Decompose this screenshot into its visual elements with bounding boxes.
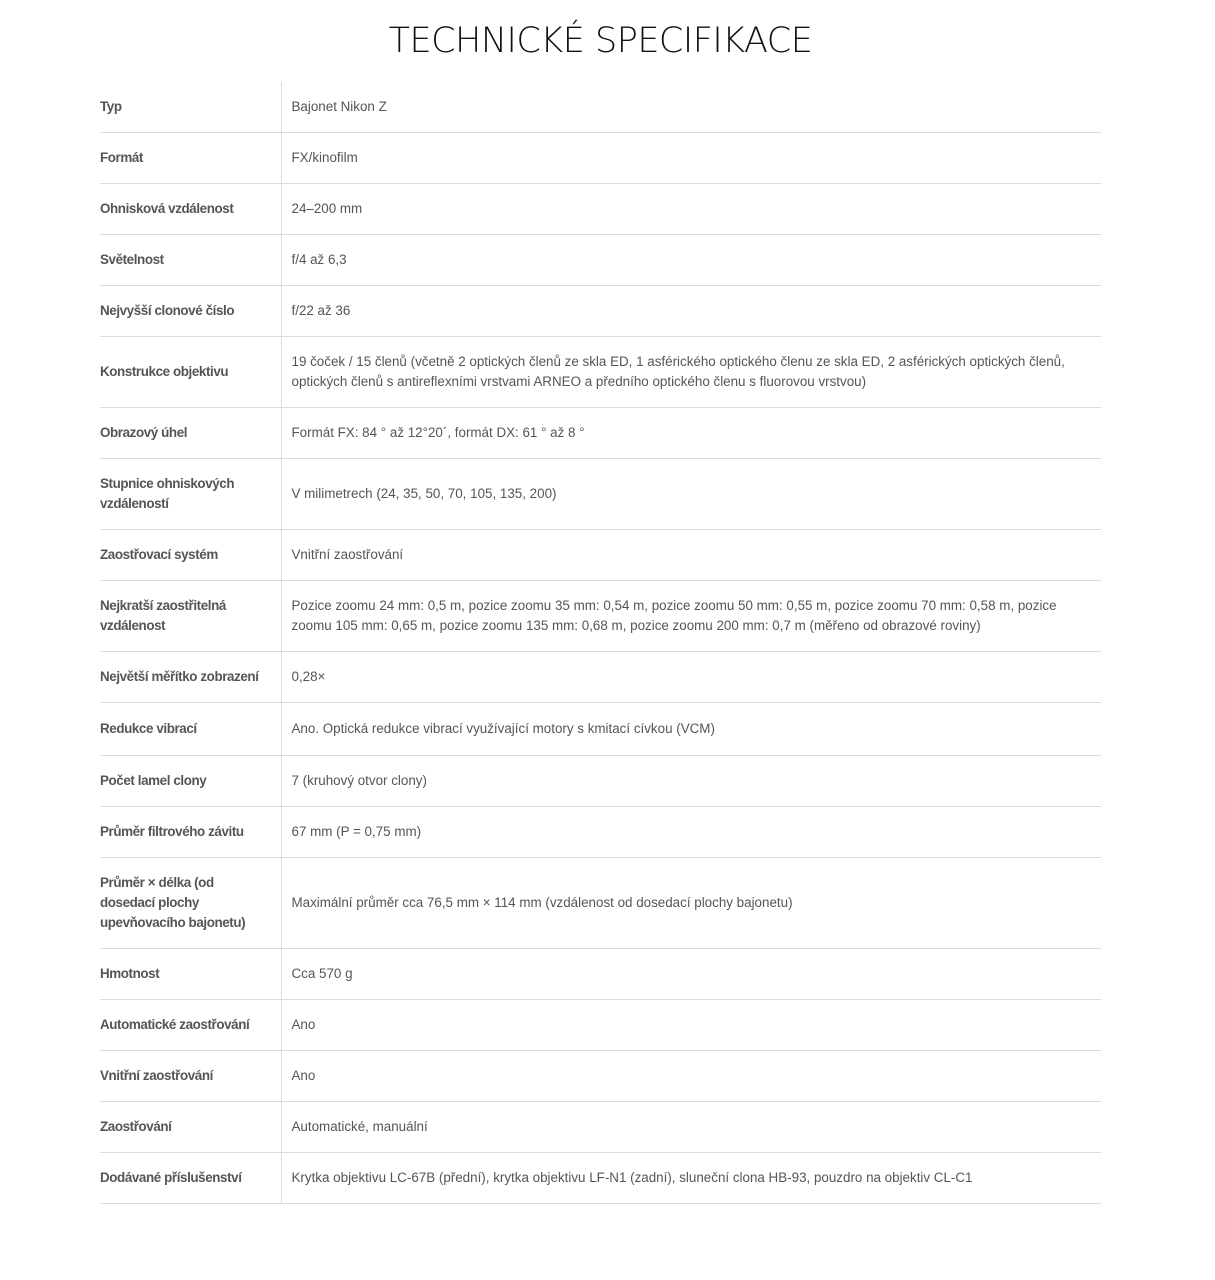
spec-value: Vnitřní zaostřování bbox=[281, 529, 1101, 580]
spec-value: Automatické, manuální bbox=[281, 1101, 1101, 1152]
spec-row-filter-thread bbox=[100, 806, 1101, 857]
spec-row-focal-length bbox=[100, 183, 1101, 234]
spec-row-max-reproduction-ratio bbox=[100, 651, 1101, 702]
spec-value: f/22 až 36 bbox=[281, 285, 1101, 336]
spec-row-angle-of-view bbox=[100, 407, 1101, 458]
spec-value: f/4 až 6,3 bbox=[281, 234, 1101, 285]
spec-label: Hmotnost bbox=[100, 965, 160, 981]
page-title: TECHNICKÉ SPECIFIKACE bbox=[388, 21, 813, 61]
spec-row-lens-construction bbox=[100, 336, 1101, 407]
spec-label: Typ bbox=[100, 98, 122, 114]
spec-label: Stupnice ohniskových vzdáleností bbox=[100, 475, 235, 511]
spec-row-typ bbox=[100, 82, 1101, 132]
spec-row-accessories bbox=[100, 1152, 1101, 1203]
spec-value: 67 mm (P = 0,75 mm) bbox=[281, 806, 1101, 857]
spec-label: Zaostřovací systém bbox=[100, 546, 218, 562]
spec-label: Největší měřítko zobrazení bbox=[100, 668, 259, 684]
spec-value: Formát FX: 84 ° až 12°20´, formát DX: 61 ° až 8 ° bbox=[281, 407, 1101, 458]
spec-row-aperture bbox=[100, 234, 1101, 285]
spec-row-dimensions bbox=[100, 857, 1101, 948]
spec-label: Průměr × délka (od dosedací plochy upevňovacího bajonetu) bbox=[100, 874, 246, 930]
spec-label: Ohnisková vzdálenost bbox=[100, 200, 234, 216]
spec-row-focusing bbox=[100, 1101, 1101, 1152]
spec-value: Pozice zoomu 24 mm: 0,5 m, pozice zoomu 35 mm: 0,54 m, pozice zoomu 50 mm: 0,55 m, pozice zoomu 70 mm: 0,58 m, pozice zoomu 105 mm: 0,65 m, pozice zoomu 135 mm: 0,68 m, pozice zoomu 200 mm: 0,7 m (měřeno od obrazové roviny) bbox=[281, 580, 1101, 651]
spec-label: Redukce vibrací bbox=[100, 720, 197, 736]
spec-row-autofocus bbox=[100, 999, 1101, 1050]
spec-value: 24–200 mm bbox=[281, 183, 1101, 234]
spec-value: Krytka objektivu LC-67B (přední), krytka objektivu LF-N1 (zadní), sluneční clona HB-93, pouzdro na objektiv CL-C1 bbox=[281, 1152, 1101, 1203]
spec-row-focus-system bbox=[100, 529, 1101, 580]
spec-label: Průměr filtrového závitu bbox=[100, 823, 244, 839]
spec-row-vibration-reduction bbox=[100, 702, 1101, 755]
spec-table bbox=[100, 82, 1101, 1204]
spec-label: Obrazový úhel bbox=[100, 424, 188, 440]
spec-value: Ano bbox=[281, 999, 1101, 1050]
spec-value: 7 (kruhový otvor clony) bbox=[281, 755, 1101, 806]
spec-row-diaphragm-blades bbox=[100, 755, 1101, 806]
spec-label: Nejvyšší clonové číslo bbox=[100, 302, 235, 318]
spec-row-max-f-number bbox=[100, 285, 1101, 336]
spec-value: 19 čoček / 15 členů (včetně 2 optických členů ze skla ED, 1 asférického optického členu ze skla ED, 2 asférických optických členů, optických členů s antireflexními vrstvami ARNEO a předního optického členu s fluorovou vrstvou) bbox=[281, 336, 1101, 407]
spec-row-min-focus-distance bbox=[100, 580, 1101, 651]
spec-row-weight bbox=[100, 948, 1101, 999]
spec-label: Automatické zaostřování bbox=[100, 1016, 250, 1032]
spec-label: Počet lamel clony bbox=[100, 772, 207, 788]
spec-value: FX/kinofilm bbox=[281, 132, 1101, 183]
spec-value: 0,28× bbox=[281, 651, 1101, 702]
spec-label: Světelnost bbox=[100, 251, 164, 267]
spec-value: Ano bbox=[281, 1050, 1101, 1101]
spec-value: V milimetrech (24, 35, 50, 70, 105, 135, 200) bbox=[281, 458, 1101, 529]
spec-row-focal-length-scale bbox=[100, 458, 1101, 529]
spec-label: Konstrukce objektivu bbox=[100, 363, 229, 379]
spec-value: Ano. Optická redukce vibrací využívající motory s kmitací cívkou (VCM) bbox=[281, 702, 1101, 755]
spec-label: Zaostřování bbox=[100, 1118, 172, 1134]
spec-value: Maximální průměr cca 76,5 mm × 114 mm (vzdálenost od dosedací plochy bajonetu) bbox=[281, 857, 1101, 948]
spec-value: Bajonet Nikon Z bbox=[281, 82, 1101, 132]
spec-label: Nejkratší zaostřitelná vzdálenost bbox=[100, 597, 226, 633]
spec-label: Formát bbox=[100, 149, 143, 165]
spec-row-format bbox=[100, 132, 1101, 183]
spec-row-internal-focus bbox=[100, 1050, 1101, 1101]
spec-value: Cca 570 g bbox=[281, 948, 1101, 999]
spec-label: Dodávané příslušenství bbox=[100, 1169, 242, 1185]
spec-label: Vnitřní zaostřování bbox=[100, 1067, 213, 1083]
